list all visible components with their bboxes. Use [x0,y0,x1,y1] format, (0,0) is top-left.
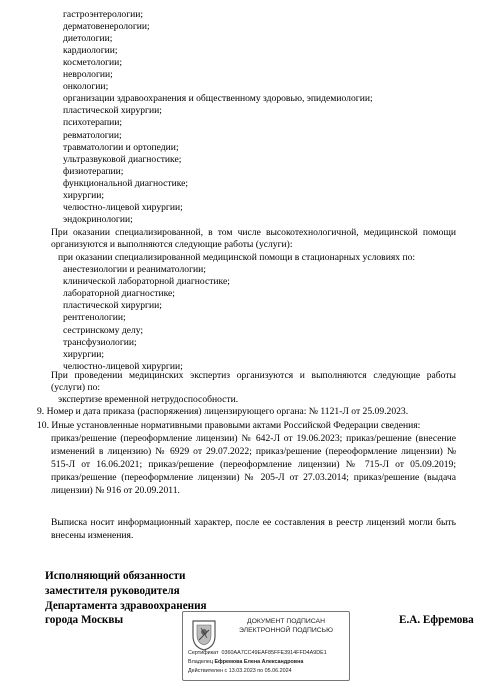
moscow-coat-of-arms-icon [189,618,219,652]
other-info-line: 515-Л от 16.06.2021; приказ/решение (переоформление лицензии) № 715-Л от 05.09.2019; [51,459,456,470]
inpatient-intro: при оказании специализированной медицинской помощи в стационарных условиях по: [58,252,416,263]
stamp-title: ДОКУМЕНТ ПОДПИСАН [247,618,325,625]
signatory-title: Департамента здравоохранения [45,600,207,612]
list-item: рентгенологии; [63,312,126,324]
list-item: эндокринологии; [63,213,133,225]
signatory-title: Исполняющий обязанности [45,570,186,582]
stamp-title: ЭЛЕКТРОННОЙ ПОДПИСЬЮ [239,627,333,634]
specialized-care-intro-cont: организуются и выполняются следующие работы (услуги): [51,239,293,250]
order-number-item: 9. Номер и дата приказа (распоряжения) лицензирующего органа: № 1121-Л от 25.09.2023. [37,406,409,417]
other-info-line: лицензии) № 916 от 20.09.2011. [51,485,180,496]
expertise-intro: При проведении медицинских экспертиз организуются и выполняются следующие работы [51,370,456,381]
list-item: пластической хирургии; [63,105,162,117]
list-item: хирургии; [63,348,105,360]
list-item: косметологии; [63,57,122,69]
list-item: сестринскому делу; [63,324,144,336]
expertise-item: экспертизе временной нетрудоспособности. [58,394,239,405]
signatory-name: Е.А. Ефремова [399,614,474,626]
list-item: физиотерапии; [63,165,124,177]
list-item: ультразвуковой диагностике; [63,153,182,165]
list-item: ревматологии; [63,129,122,141]
signatory-title: города Москвы [45,614,124,626]
list-item: анестезиологии и реаниматологии; [63,264,206,275]
list-item: психотерапии; [63,117,123,129]
signatory-title: заместителя руководителя [45,585,180,597]
list-item: челюстно-лицевой хирургии; [63,201,183,213]
list-item: лабораторной диагностике; [63,288,175,300]
list-item: диетологии; [63,33,113,45]
list-item: травматологии и ортопедии; [63,141,179,153]
specialized-care-intro: При оказании специализированной, в том числе высокотехнологичной, медицинской помощи [51,227,456,238]
list-item: функциональной диагностике; [63,177,189,189]
list-item: онкологии; [63,81,109,93]
list-item: трансфузиологии; [63,336,137,348]
list-item: клинической лабораторной диагностике; [63,276,230,288]
list-item: пластической хирургии; [63,300,162,312]
expertise-intro-cont: (услуги) по: [51,382,101,393]
other-info-line: приказ/решение (переоформление лицензии) № 642-Л от 19.06.2023; приказ/решение (внесение [51,433,456,444]
list-item: хирургии; [63,189,105,201]
list-item: кардиологии; [63,45,118,57]
other-info-heading: 10. Иные установленные нормативными правовыми актами Российской Федерации сведения: [37,420,421,431]
list-item: челюстно-лицевой хирургии; [63,360,183,372]
other-info-line: приказ/решение (переоформление лицензии) № 205-Л от 27.03.2014; приказ/решение (выдача [51,472,456,483]
list-item: организации здравоохранения и общественному здоровью, эпидемиологии; [63,93,373,105]
list-item: дерматовенерологии; [63,21,150,33]
electronic-signature-stamp [182,611,350,681]
stamp-owner: Владелец Ефремова Елена Александровна [188,659,304,665]
notice-text-cont: внесены изменения. [51,530,134,541]
other-info-line: изменений в лицензию) № 6929 от 29.07.2022; приказ/решение (переоформление лицензии) № [51,446,456,457]
list-item: неврологии; [63,69,113,81]
stamp-certificate: Сертификат 0360AA7CC49EAF85FFE3914FFD4A9DE1 [188,650,327,656]
notice-text: Выписка носит информационный характер, после ее составления в реестр лицензий могли быть [51,517,456,528]
list-item: гастроэнтерологии; [63,9,144,20]
stamp-validity: Действителен с 13.03.2023 по 05.06.2024 [188,668,292,674]
